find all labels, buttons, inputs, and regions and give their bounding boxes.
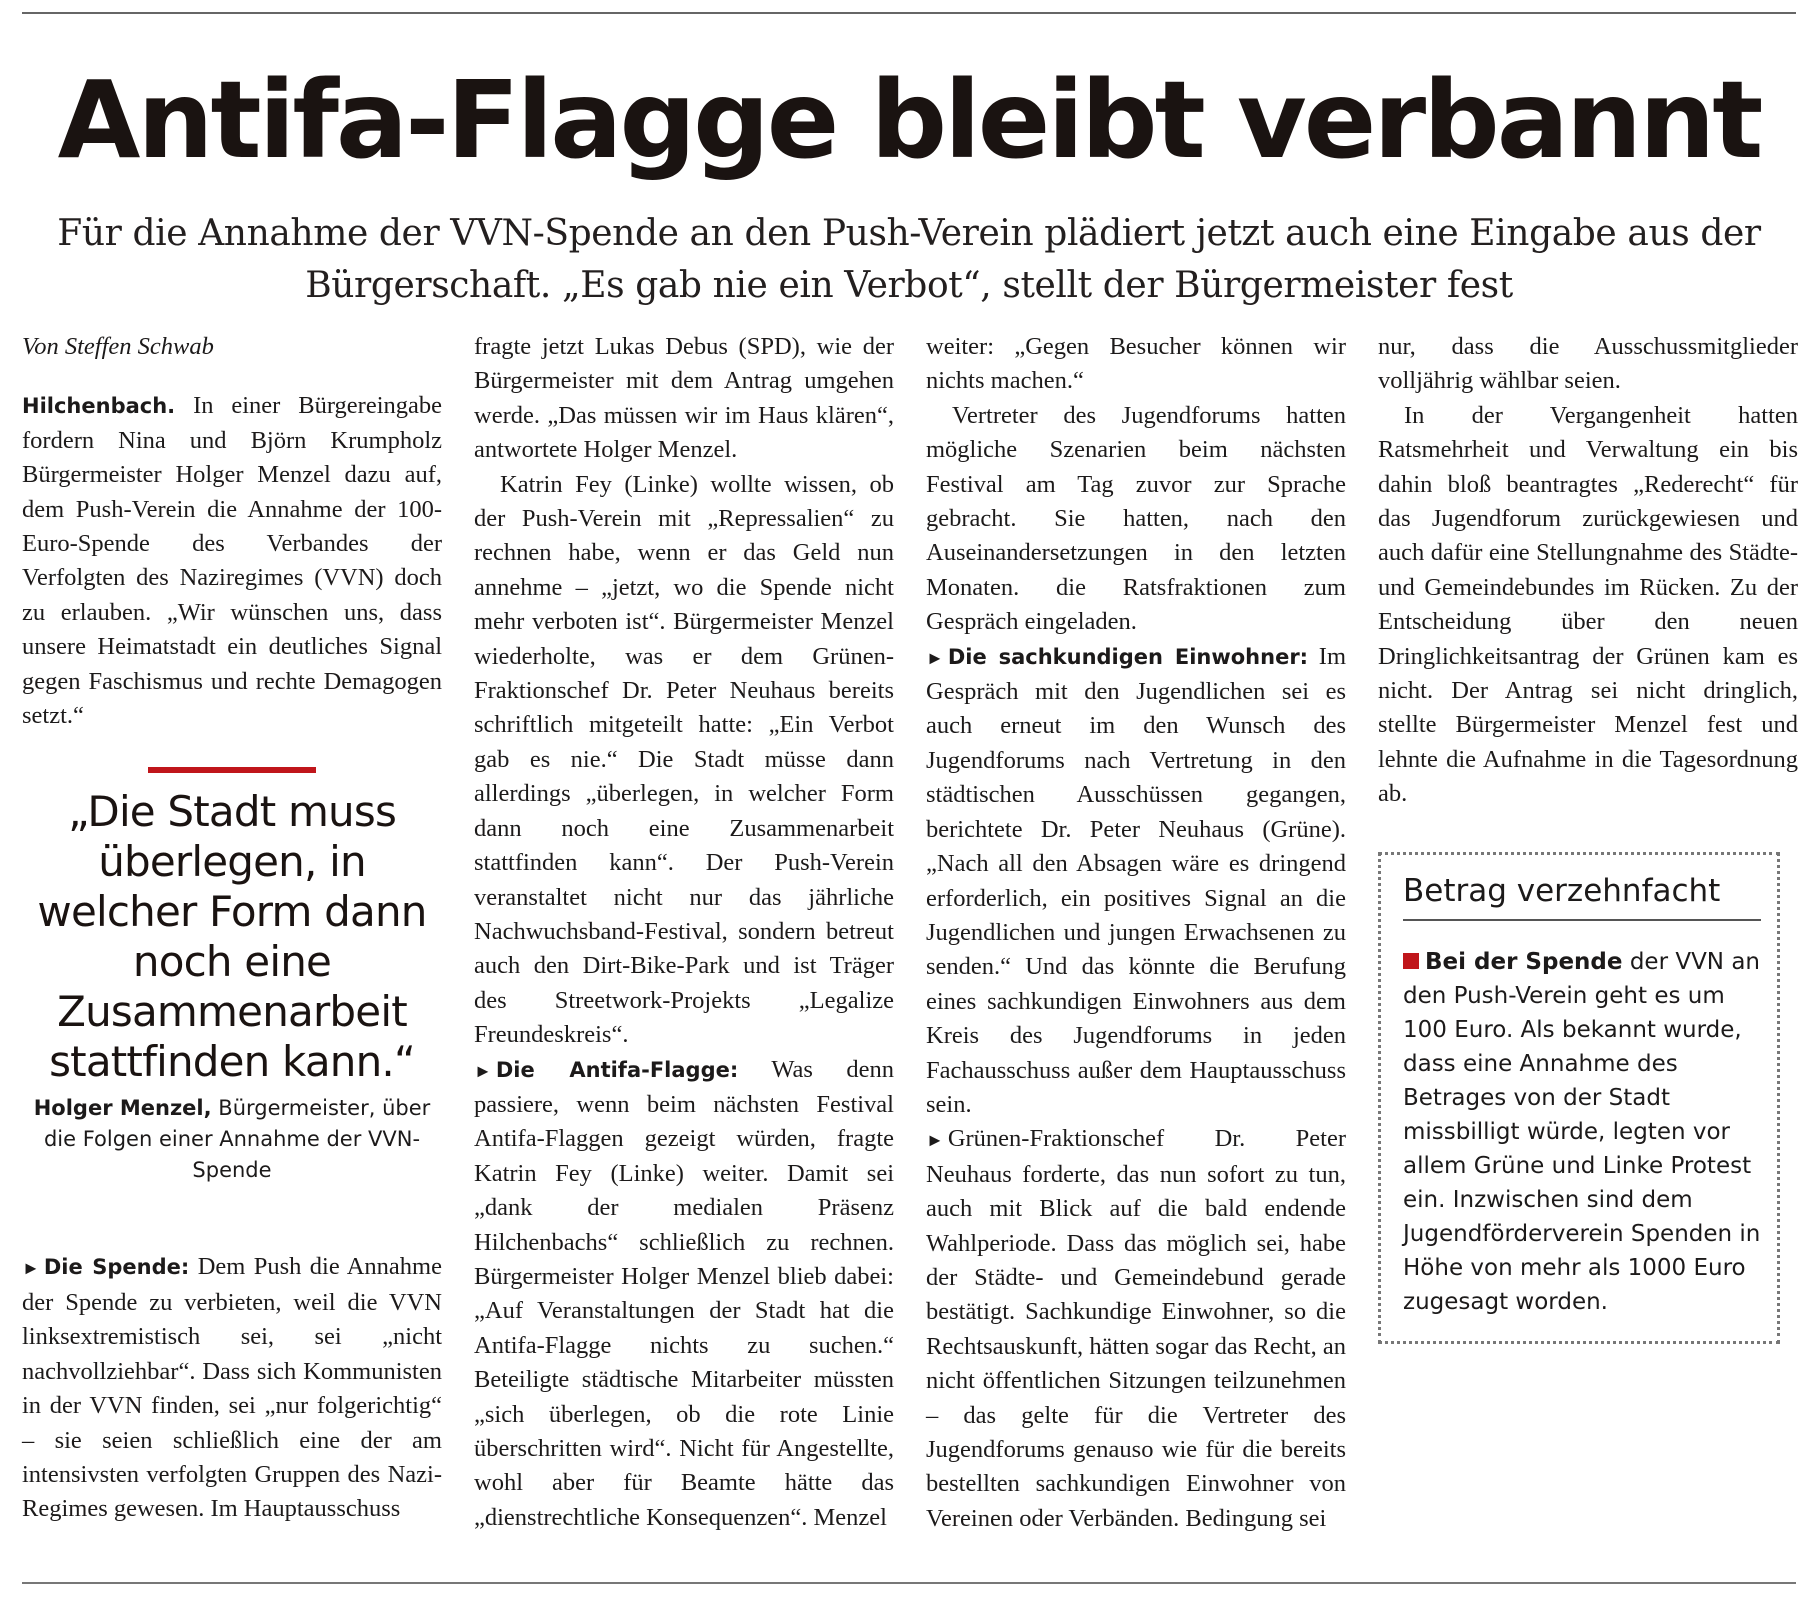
column-2 — [474, 330, 894, 1535]
arrow-right-icon: ► — [22, 1258, 40, 1279]
top-rule — [22, 12, 1796, 14]
headline: Antifa-Flagge bleibt verbannt — [57, 59, 1761, 183]
section-flagge-continued: weiter: „Gegen Besucher können wir nichts machen.“ — [926, 333, 1346, 395]
pull-quote-attribution — [22, 1093, 442, 1186]
pull-quote-name: Holger Menzel, — [33, 1096, 212, 1121]
dateline: Hilchenbach. — [22, 394, 176, 419]
section-einwohner-keyword: Die sachkundigen Einwohner: — [947, 644, 1309, 669]
byline: Von Steffen Schwab — [22, 333, 214, 360]
lead-paragraph — [22, 389, 442, 733]
pull-quote-rule — [148, 767, 316, 773]
paragraph-neuhaus-continued: nur, dass die Ausschussmitglieder volljährig wählbar seien. — [1378, 333, 1798, 395]
info-box-body — [1403, 945, 1761, 1319]
section-spende-keyword: Die Spende: — [43, 1255, 190, 1280]
section-einwohner-text: Im Gespräch mit den Jugendlichen sei es auch erneut im den Wunsch des Jugendforums nach Vertretung in den städtischen Ausschüssen gegangen, berichtete Dr. Peter Neuhaus (Grüne). „Nach all den Absagen wäre es dringend erforderlich, ein positives Signal an die Jugendlichen und jungen Erwachsenen zu senden.“ Und das könnte die Berufung eines sachkundigen Einwohners aus dem Kreis des Jugendforums in jeden Fachausschuss außer dem Hauptausschuss sein. — [926, 642, 1346, 1118]
pull-quote-text: „Die Stadt muss überlegen, in welcher Form dann noch eine Zusammenarbeit stattfinden kann.“ — [37, 787, 427, 1087]
pull-quote — [22, 767, 442, 1186]
section-spende-continued: fragte jetzt Lukas Debus (SPD), wie der Bürgermeister mit dem Antrag umgehen werde. „Das müssen wir im Haus klären“, antwortete Holger Menzel. — [474, 333, 894, 464]
arrow-right-icon: ► — [926, 647, 944, 668]
section-spende — [22, 1250, 442, 1526]
column-1 — [22, 330, 442, 1527]
pull-quote-role: Bürgermeister, über die Folgen einer Annahme der VVN-Spende — [43, 1096, 431, 1183]
paragraph-neuhaus — [926, 1122, 1346, 1536]
paragraph-neuhaus-text: Grünen-Fraktionschef Dr. Peter Neuhaus forderte, das nun sofort zu tun, auch mit Blick auf die bald endende Wahlperiode. Dass das möglich sei, habe der Städte- und Gemeindebund gerade bestätigt. Sachkundige Einwohner, so die Rechtsauskunft, hätten sogar das Recht, an nicht öffentlichen Sitzungen teilzunehmen – das gelte für die Vertreter des Jugendforums genauso wie für die bereits bestellten sachkundigen Einwohner von Vereinen oder Verbänden. Bedingung sei — [926, 1125, 1346, 1532]
info-box-title: Betrag verzehnfacht — [1403, 869, 1761, 921]
subheadline: Für die Annahme der VVN-Spende an den Push-Verein plädiert jetzt auch eine Eingabe aus der Bürgerschaft. „Es gab nie ein Verbot“, stellt der Bürgermeister fest — [57, 213, 1761, 306]
paragraph-vergangenheit: In der Vergangenheit hatten Ratsmehrheit und Verwaltung ein bis dahin bloß beantragtes „Rederecht“ für das Jugendforum zurückgewiesen und auch dafür eine Stellungnahme des Städte- und Gemeindebundes im Rücken. Zu der Entscheidung über den neuen Dringlichkeitsantrag der Grünen kam es nicht. Der Antrag sei nicht dringlich, stellte Bürgermeister Menzel fest und lehnte die Aufnahme in die Tagesordnung ab. — [1378, 401, 1798, 808]
lead-text: In einer Bürgereingabe fordern Nina und Björn Krumpholz Bürgermeister Holger Menzel dazu auf, dem Push-Verein die Annahme der 100-Euro-Spende des Verbandes der Verfolgten des Naziregimes (VVN) doch zu erlauben. „Wir wünschen uns, dass unsere Heimatstadt ein deutliches Signal gegen Faschismus und rechte Demagogen setzt.“ — [22, 392, 442, 730]
arrow-right-icon: ► — [474, 1060, 492, 1081]
bottom-rule — [22, 1582, 1796, 1584]
column-3 — [926, 330, 1346, 1536]
section-flagge — [474, 1053, 894, 1536]
info-box-lead: Bei der Spende — [1425, 948, 1623, 975]
column-4-flow — [1378, 330, 1798, 812]
section-flagge-keyword: Die Antifa-Flagge: — [495, 1057, 739, 1082]
paragraph-jugendforum: Vertreter des Jugendforums hatten mögliche Szenarien beim nächsten Festival am Tag zuvor zur Sprache gebracht. Sie hatten, nach den Auseinandersetzungen in den letzten Monaten. die Ratsfraktionen zum Gespräch eingeladen. — [926, 401, 1346, 636]
section-einwohner — [926, 640, 1346, 1123]
square-bullet-icon — [1403, 953, 1419, 969]
section-spende-text: Dem Push die Annahme der Spende zu verbieten, weil die VVN linksextremistisch sei, sei „nicht nachvollziehbar“. Dass sich Kommunisten in der VVN finden, sei „nur folgerichtig“ – sie seien schließlich eine der am intensivsten verfolgten Gruppen des Nazi-Regimes gewesen. Im Hauptausschuss — [22, 1253, 442, 1523]
info-box-text: der VVN an den Push-Verein geht es um 100 Euro. Als bekannt wurde, dass eine Annahme des Betrages von der Stadt missbilligt würde, legten vor allem Grüne und Linke Protest ein. Inzwischen sind dem Jugendförderverein Spenden in Höhe von mehr als 1000 Euro zugesagt worden. — [1403, 948, 1761, 1315]
body-flow — [22, 1250, 442, 1526]
paragraph-fey: Katrin Fey (Linke) wollte wissen, ob der Push-Verein mit „Repressalien“ zu rechnen habe, wenn er das Geld nun annehme – „jetzt, wo die Spende nicht mehr verboten ist“. Bürgermeister Menzel wiederholte, was er dem Grünen-Fraktionschef Dr. Peter Neuhaus bereits schriftlich mitgeteilt hatte: „Ein Verbot gab es nie.“ Die Stadt müsse dann allerdings „überlegen, in welcher Form dann noch eine Zusammenarbeit stattfinden kann“. Der Push-Verein veranstaltet nicht nur das jährliche Nachwuchsband-Festival, sondern betreut auch den Dirt-Bike-Park und ist Träger des Streetwork-Projekts „Legalize Freundeskreis“. — [474, 470, 894, 1049]
section-flagge-text: Was denn passiere, wenn beim nächsten Festival Antifa-Flaggen gezeigt würden, fragte Katrin Fey (Linke) weiter. Damit sei „dank der medialen Präsenz Hilchenbachs“ schließlich zu rechnen. Bürgermeister Holger Menzel blieb dabei: „Auf Veranstaltungen der Stadt hat die Antifa-Flagge nichts zu suchen.“ Beteiligte städtische Mitarbeiter müssten „sich überlegen, ob die rote Linie überschritten wird“. Nicht für Angestellte, wohl aber für Beamte hätte das „dienstrechtliche Konsequenzen“. Menzel — [474, 1055, 894, 1531]
column-4 — [1378, 330, 1798, 1344]
arrow-right-icon: ► — [926, 1130, 944, 1151]
info-box — [1378, 852, 1780, 1344]
